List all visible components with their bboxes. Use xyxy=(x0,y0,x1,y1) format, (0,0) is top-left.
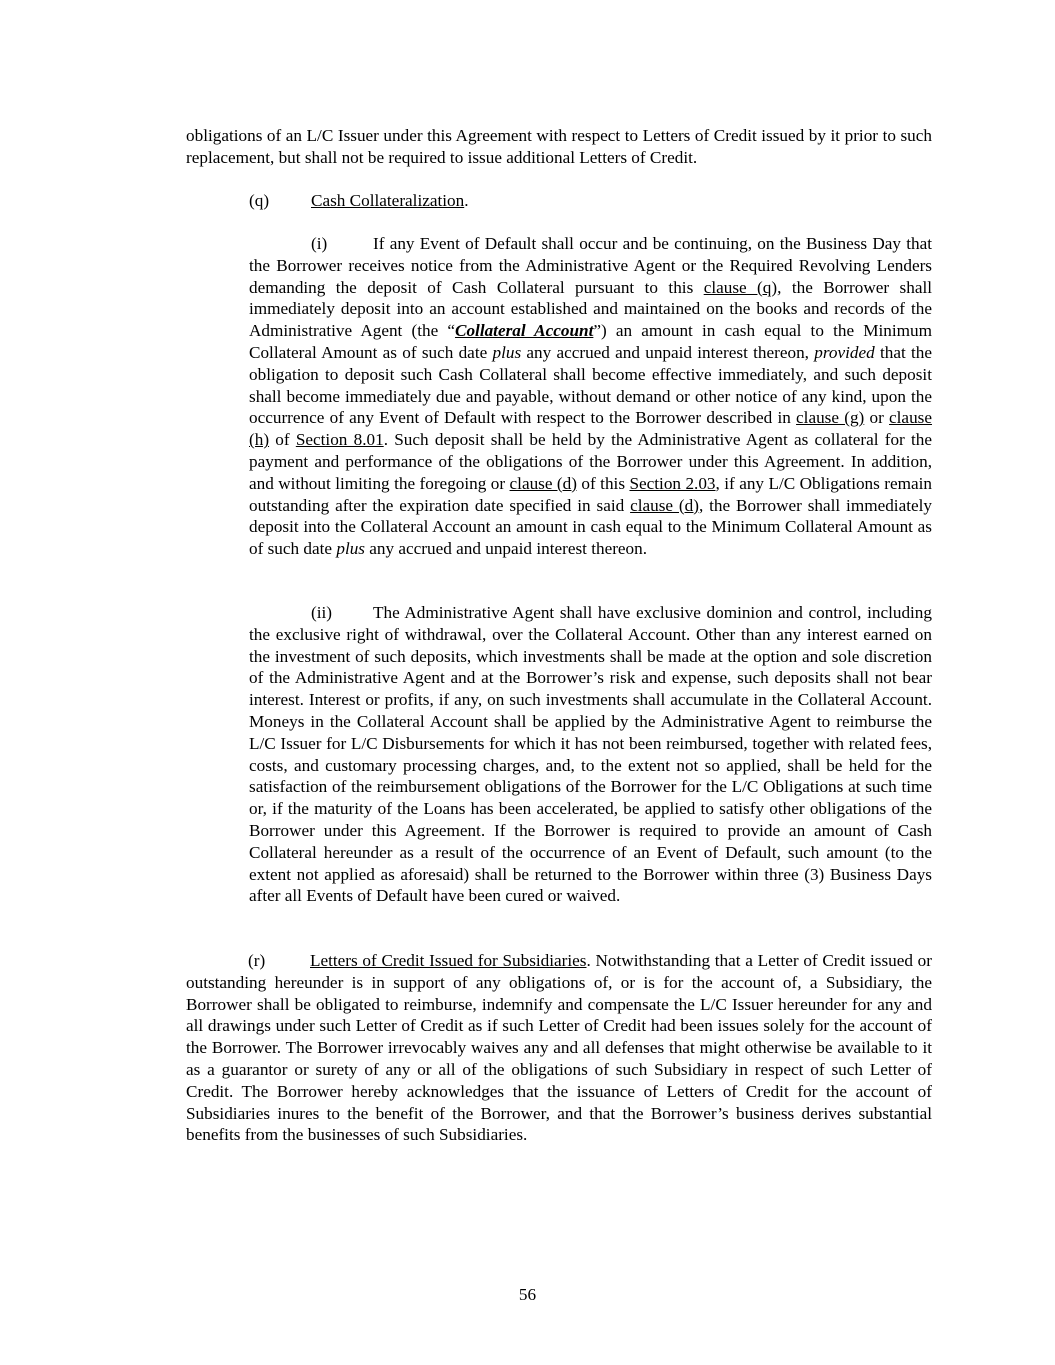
item-i-text-3: ”) an amount in cash equal to the Minimum Collateral Amount as of such date xyxy=(249,321,932,362)
defined-term-collateral-account: Collateral Account xyxy=(454,321,594,341)
item-i-text-6: or xyxy=(864,408,890,428)
item-i-text-7: of xyxy=(269,430,296,450)
item-i-text-9: of this xyxy=(576,473,630,493)
item-ii-text: The Administrative Agent shall have exclusive dominion and control, including the exclusive right of withdrawal, over the Collateral Account. Other than any interest earned on the investment of such deposits, which investments shall be made at the option and sole discretion of the Administrative Agent and at the Borrower’s risk and expense, such deposits shall not bear interest. Interest or profits, if any, on such investments shall accumulate in the Collateral Account. Moneys in the Collateral Account shall be applied by the Administrative Agent to reimburse the L/C Issuer for L/C Disbursements for which it has not been reimbursed, together with related fees, costs, and customary processing charges, and, to the extent not so applied, shall be held for the satisfaction of the reimbursement obligations of the Borrower for the L/C Obligations at such time or, if the maturity of the Loans has been accelerated, be applied to satisfy other obligations of the Borrower under this Agreement. If the Borrower is required to provide an amount of Cash Collateral hereunder as a result of the occurrence of an Event of Default, such amount (to the extent not applied as aforesaid) shall be returned to the Borrower within three (3) Business Days after all Events of Default have been cured or waived. xyxy=(249,603,932,906)
item-i-text-11: , the Borrower shall immediately deposit into the Collateral Account an amount in cash equal to the Minimum Collateral Amount as of such date xyxy=(249,495,932,559)
item-i-text-2: , the Borrower shall immediately deposit into an account established and maintained on the books and records of the Administrative Agent (the “ xyxy=(249,277,932,341)
ref-clause-g: clause (g) xyxy=(796,408,865,428)
section-q-item-i xyxy=(249,233,932,560)
provided-italic: provided xyxy=(814,342,875,362)
section-q-label: (q) xyxy=(249,191,270,210)
continued-text: obligations of an L/C Issuer under this Agreement with respect to Letters of Credit issued by it prior to such replacement, but shall not be required to issue additional Letters of Credit. xyxy=(186,126,932,167)
item-i-text-8: . Such deposit shall be held by the Administrative Agent as collateral for the payment and performance of the obligations of the Borrower under this Agreement. In addition, and without limiting the foregoing or xyxy=(249,430,932,493)
continued-paragraph xyxy=(186,125,932,169)
section-r-paragraph xyxy=(186,950,932,1146)
section-q-item-ii xyxy=(249,602,932,907)
ref-clause-q: clause (q) xyxy=(703,277,778,297)
item-i-text-12: any accrued and unpaid interest thereon. xyxy=(365,539,648,559)
section-q-heading xyxy=(249,190,932,212)
section-q-title-suffix: . xyxy=(464,191,469,210)
section-r-text: . Notwithstanding that a Letter of Credit issued or outstanding hereunder is in support of any obligations of, or is for the account of, a Subsidiary, the Borrower shall be obligated to reimburse, indemnify and compensate the L/C Issuer hereunder for any and all drawings under such Letter of Credit as if such Letter of Credit had been issues solely for the account of the Borrower. The Borrower irrevocably waives any and all defenses that might otherwise be available to it as a guarantor or surety of any or all of the obligations of such Subsidiary in respect of such Letter of Credit. The Borrower hereby acknowledges that the issuance of Letters of Credit for the account of Subsidiaries inures to the benefit of the Borrower, and that the Borrower’s business derives substantial benefits from the businesses of such Subsidiaries. xyxy=(186,951,932,1145)
ref-section-2-03: Section 2.03 xyxy=(629,473,716,493)
item-i-label: (i) xyxy=(311,234,328,253)
section-r-label: (r) xyxy=(248,951,266,970)
item-ii-label: (ii) xyxy=(311,603,332,622)
item-i-text-4: any accrued and unpaid interest thereon, xyxy=(521,342,815,362)
plus-italic-1: plus xyxy=(492,342,522,362)
plus-italic-2: plus xyxy=(336,539,365,559)
page-number: 56 xyxy=(518,1285,537,1304)
item-i-text-10: , if any L/C Obligations remain outstanding after the expiration date specified in said xyxy=(249,473,932,515)
ref-clause-h: clause (h) xyxy=(249,408,932,450)
ref-section-8-01: Section 8.01 xyxy=(295,430,384,450)
section-r-title: Letters of Credit Issued for Subsidiaries xyxy=(310,951,587,970)
item-i-text-5: that the obligation to deposit such Cash Collateral shall become effective immediately, and such deposit shall become immediately due and payable, without demand or other notice of any kind, upon the occurrence of any Event of Default with respect to the Borrower described in xyxy=(249,342,932,428)
item-i-text-1: If any Event of Default shall occur and be continuing, on the Business Day that the Borrower receives notice from the Administrative Agent or the Required Revolving Lenders demanding the deposit of Cash Collateral pursuant to this xyxy=(249,234,932,297)
ref-clause-d-2: clause (d) xyxy=(630,495,699,515)
section-q-title: Cash Collateralization xyxy=(311,191,465,210)
ref-clause-d-1: clause (d) xyxy=(509,473,577,493)
